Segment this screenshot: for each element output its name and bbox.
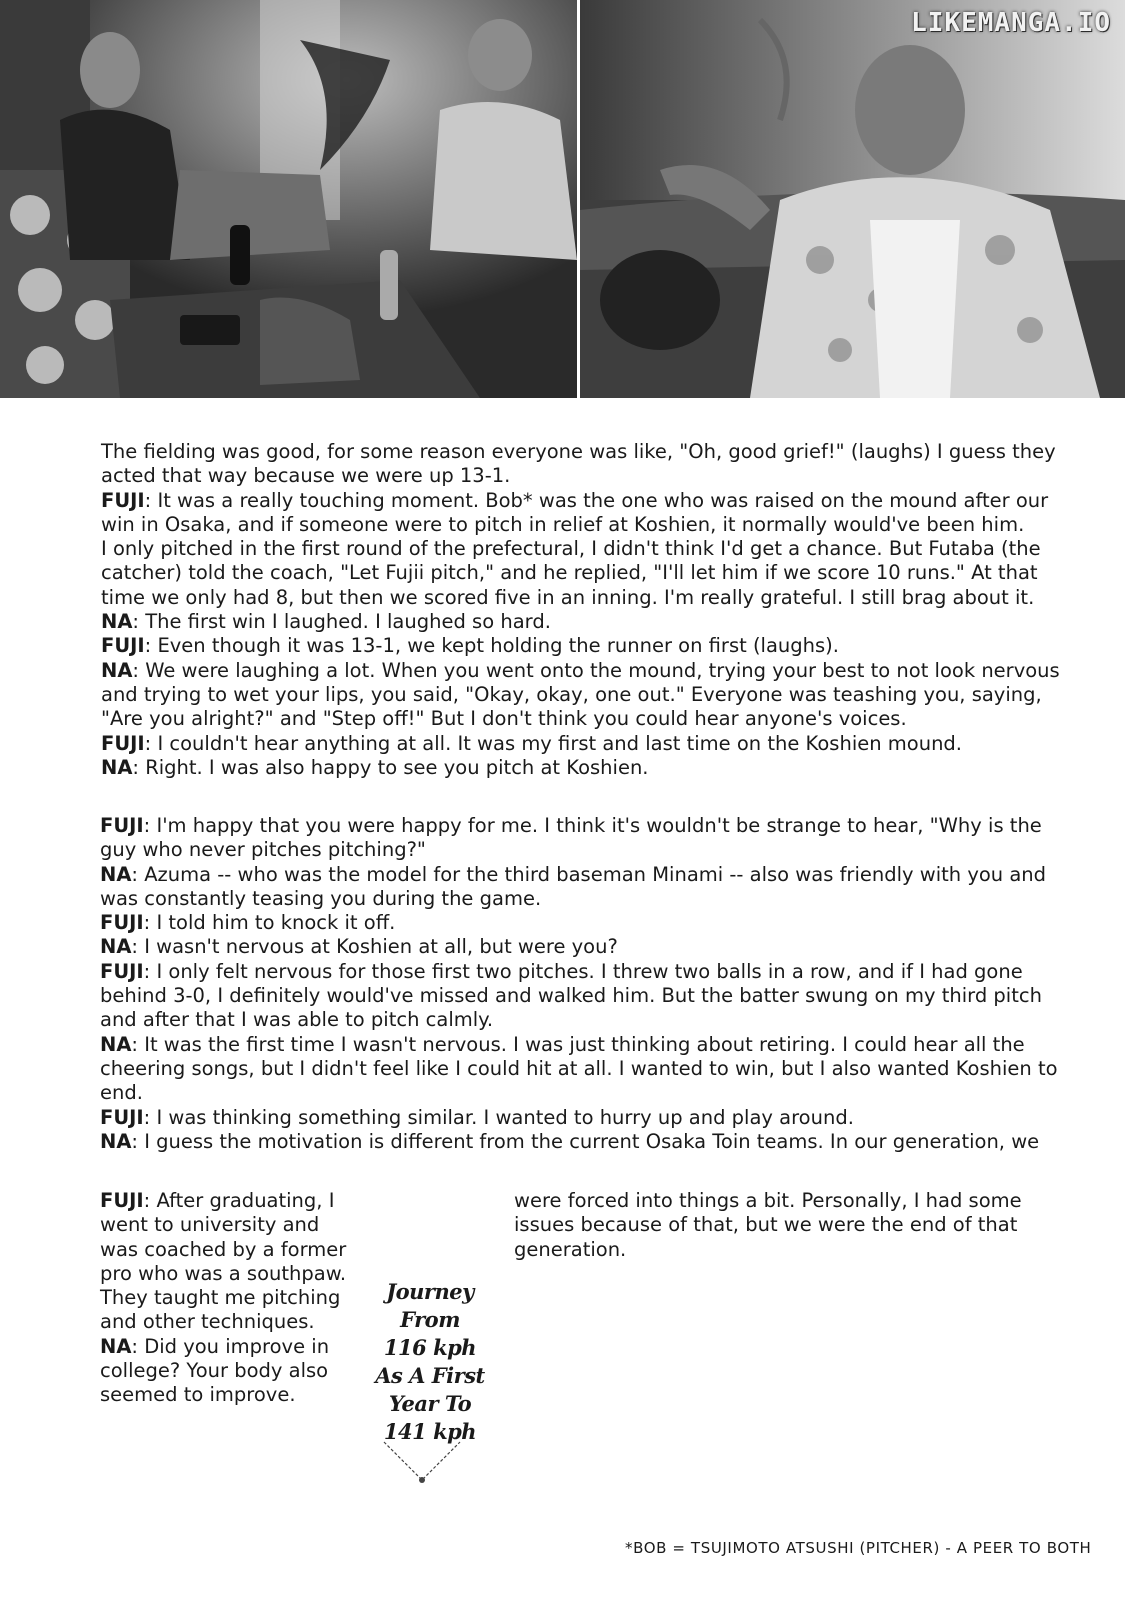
interview-column-left: [100, 1189, 350, 1408]
dialogue-line: [100, 1033, 1080, 1106]
dialogue-line: [101, 732, 1071, 756]
dialogue-line: [100, 1189, 350, 1335]
speaker-label: NA: [100, 1334, 132, 1358]
interview-block-1: [101, 440, 1071, 780]
footnote: *BOB = TSUJIMOTO ATSUSHI (PITCHER) - A PEER TO BOTH: [625, 1539, 1092, 1557]
dialogue-text: : After graduating, I went to university and was coached by a former pro who was a southpaw. They taught me pitching and other techniques.: [100, 1189, 347, 1334]
dialogue-line: [100, 1130, 1080, 1154]
speaker-label: FUJI: [101, 488, 145, 512]
dialogue-text: : I'm happy that you were happy for me. I think it's wouldn't be strange to hear, "Why is the guy who never pitches pitching?": [100, 814, 1042, 862]
dialogue-text: : I was thinking something similar. I wanted to hurry up and play around.: [143, 1105, 854, 1129]
dialogue-text: : The first win I laughed. I laughed so hard.: [132, 610, 551, 634]
dialogue-line: [100, 935, 1080, 959]
photo-man-gesturing: [580, 0, 1125, 398]
speaker-label: NA: [100, 862, 132, 886]
dialogue-line: [101, 610, 1071, 634]
speaker-label: FUJI: [100, 911, 144, 935]
dialogue-line: [101, 756, 1071, 780]
speaker-label: FUJI: [101, 731, 145, 755]
title-line: As A First: [375, 1363, 485, 1388]
dialogue-line: [100, 814, 1080, 863]
baseball-diamond-icon: [382, 1440, 462, 1484]
dialogue-text: : I wasn't nervous at Koshien at all, but were you?: [131, 935, 618, 959]
dialogue-text: : It was a really touching moment. Bob* was the one who was raised on the mound after our win in Osaka, and if someone were to pitch in relief at Koshien, it normally would've been him.: [101, 488, 1049, 536]
title-line: Journey: [386, 1279, 474, 1304]
dialogue-line: [101, 489, 1071, 538]
dialogue-line: [100, 863, 1080, 912]
dialogue-line: [101, 634, 1071, 658]
speaker-label: NA: [101, 610, 133, 634]
interview-block-2: [100, 814, 1080, 1154]
photo-two-men-laughing: [0, 0, 577, 398]
title-line: 116 kph: [383, 1335, 477, 1360]
dialogue-text: : Even though it was 13-1, we kept holding the runner on first (laughs).: [144, 634, 839, 658]
speaker-label: FUJI: [100, 1105, 144, 1129]
dialogue-line: [100, 1106, 1080, 1130]
speaker-label: NA: [101, 658, 133, 682]
dialogue-text: The fielding was good, for some reason everyone was like, "Oh, good grief!" (laughs) I guess they acted that way because we were up 13-1.: [101, 440, 1056, 488]
dialogue-line: [100, 911, 1080, 935]
title-line: From: [400, 1307, 460, 1332]
dialogue-text: : We were laughing a lot. When you went onto the mound, trying your best to not look nervous and trying to wet your lips, you said, "Okay, okay, one out." Everyone was teashing you, saying, "Are you alright?" and "Step off!" But I don't think you could hear anyone's voices.: [101, 658, 1060, 731]
dialogue-text: : Did you improve in college? Your body also seemed to improve.: [100, 1334, 330, 1407]
dialogue-text: : I only felt nervous for those first two pitches. I threw two balls in a row, and if I had gone behind 3-0, I definitely would've missed and walked him. But the batter swung on my third pitch and after that I was able to pitch calmly.: [100, 959, 1042, 1032]
column-right-text: were forced into things a bit. Personally, I had some issues because of that, but we were the end of that generation.: [514, 1189, 1022, 1261]
dialogue-line: [100, 960, 1080, 1033]
interview-column-right: [514, 1189, 1054, 1262]
watermark: LIKEMANGA.IO: [911, 8, 1111, 38]
dialogue-text: : I couldn't hear anything at all. It was my first and last time on the Koshien mound.: [144, 731, 963, 755]
speaker-label: NA: [100, 1032, 132, 1056]
speaker-label: FUJI: [101, 634, 145, 658]
speaker-label: NA: [100, 935, 132, 959]
dialogue-line: [101, 440, 1071, 489]
dialogue-line: [101, 659, 1071, 732]
dialogue-line: [100, 1335, 350, 1408]
title-line: Year To: [388, 1391, 472, 1416]
dialogue-text: : I told him to knock it off.: [143, 911, 396, 935]
dialogue-text: : Right. I was also happy to see you pitch at Koshien.: [132, 755, 649, 779]
speaker-label: NA: [100, 1129, 132, 1153]
speaker-label: FUJI: [100, 959, 144, 983]
dialogue-line: [101, 537, 1071, 610]
speaker-label: NA: [101, 755, 133, 779]
dialogue-text: : I guess the motivation is different from the current Osaka Toin teams. In our generation, we: [131, 1129, 1040, 1153]
section-title: [370, 1278, 490, 1446]
speaker-label: FUJI: [100, 1189, 144, 1212]
speaker-label: FUJI: [100, 814, 144, 837]
dialogue-text: : Azuma -- who was the model for the third baseman Minami -- also was friendly with you and was constantly teasing you during the game.: [100, 862, 1047, 910]
title-line: 141 kph: [383, 1419, 477, 1444]
dialogue-text: : It was the first time I wasn't nervous. I was just thinking about retiring. I could hear all the cheering songs, but I didn't feel like I could hit at all. I wanted to win, but I also wanted Koshien to end.: [100, 1032, 1058, 1105]
dialogue-text: I only pitched in the first round of the prefectural, I didn't think I'd get a chance. But Futaba (the catcher) told the coach, "Let Fujii pitch," and he replied, "I'll let him if we score 10 runs." At that time we only had 8, but then we scored five in an inning. I'm really grateful. I still brag about it.: [101, 537, 1041, 609]
